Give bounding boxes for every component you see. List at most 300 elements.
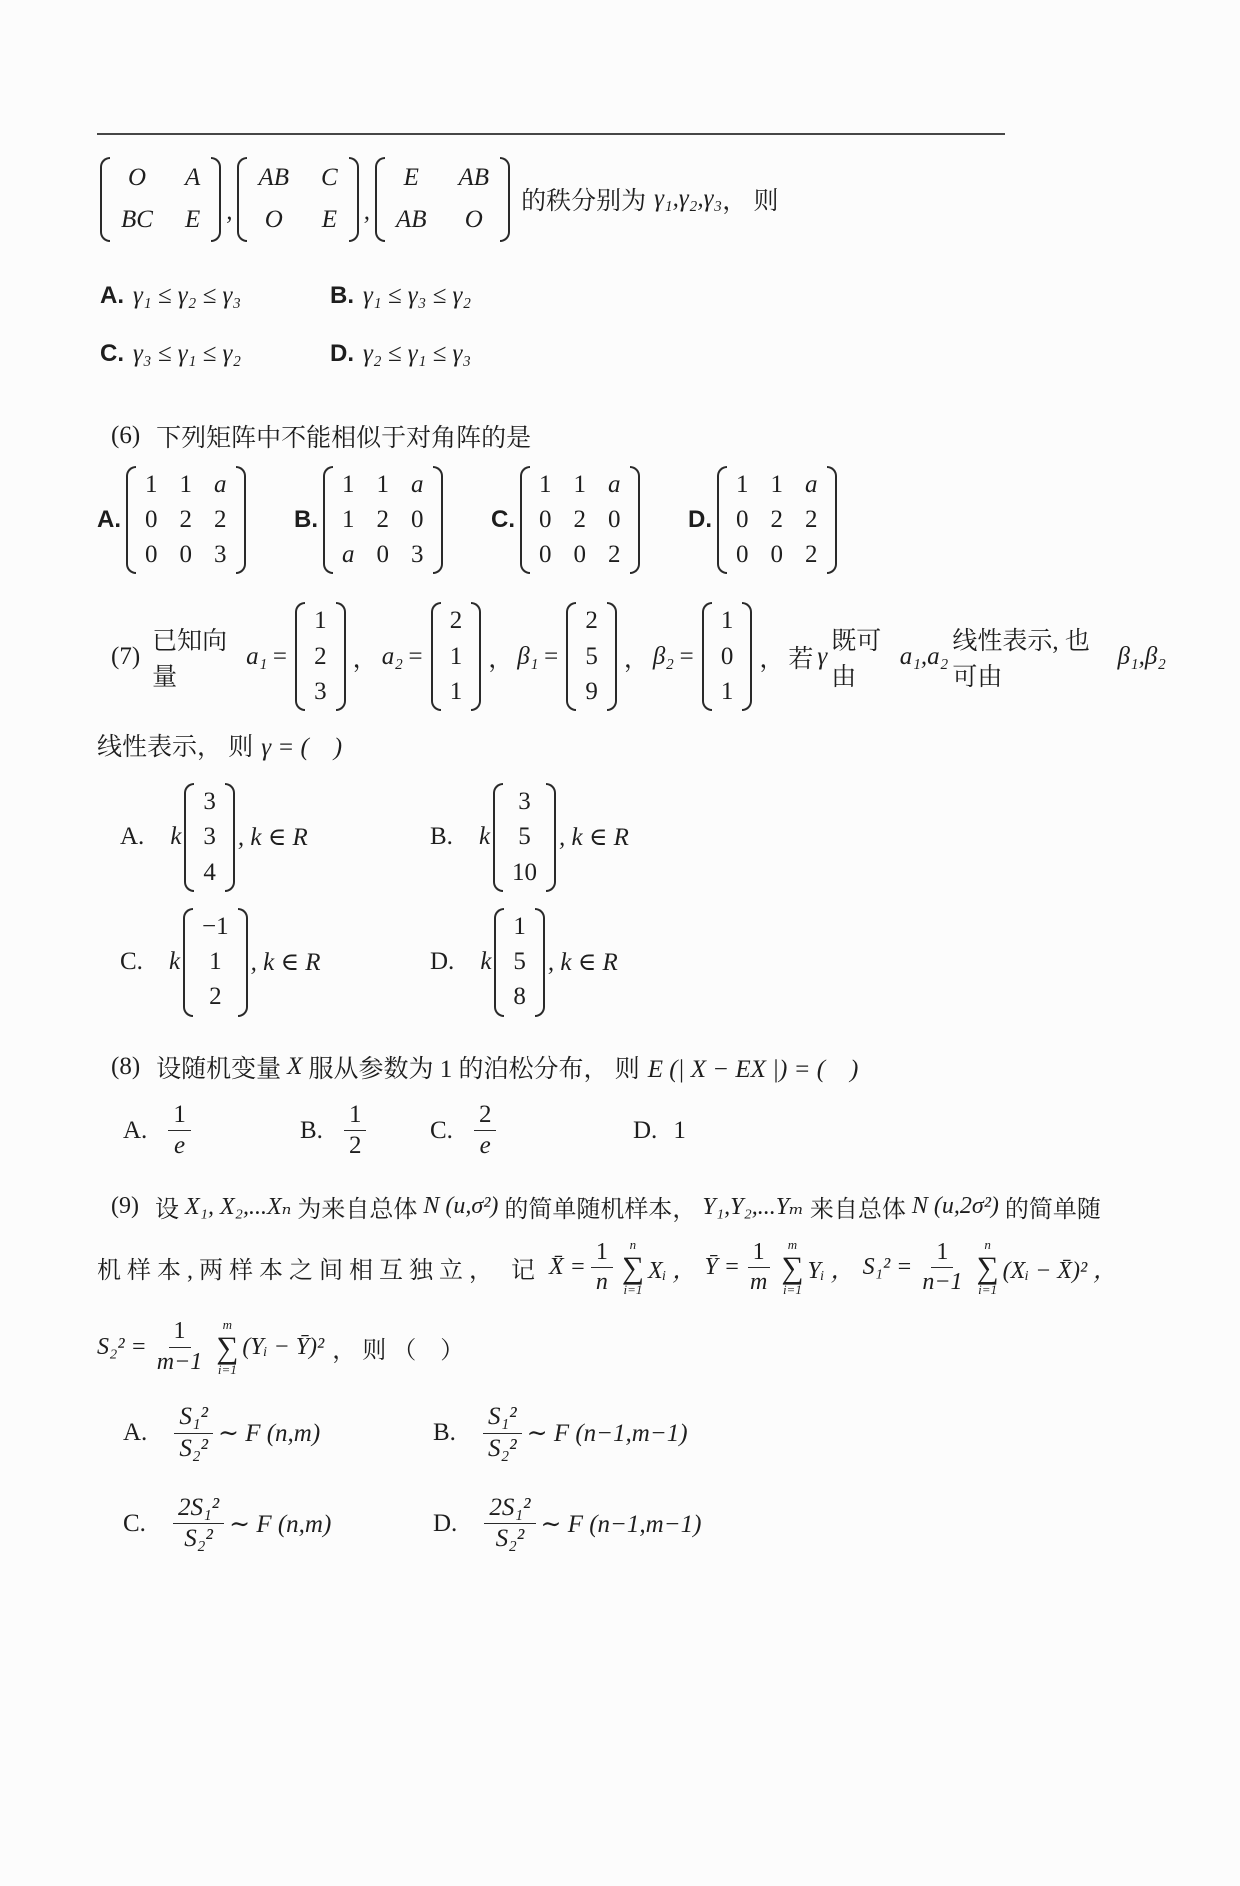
left-paren-icon [237,157,247,242]
comma: ， [352,645,378,673]
matrix-cell: 2 [585,607,598,635]
equals-sign: = [271,642,289,670]
matrix-cell: 2 [608,541,621,568]
comma: ， [759,645,785,673]
left-paren-icon [520,466,530,575]
q9-line2 [97,1238,1170,1298]
matrix-grid [340,466,426,575]
fraction [474,1101,497,1162]
matrix-cell: 1 [539,470,552,498]
left-paren-icon [431,602,441,711]
q6-option-d [688,466,885,575]
matrix-cell: 2 [573,505,586,533]
equals-sign: = [542,642,560,670]
matrix [520,466,640,575]
coefficient-k: k [168,948,181,976]
option-label: A. [100,281,124,309]
sum-upper-limit: m [222,1316,233,1332]
fraction [917,1239,967,1297]
matrix-cell: a [342,541,355,568]
matrix [323,466,443,575]
q7-line2-formula: γ = ( ) [261,734,343,761]
q9-text: 来自总体 [809,1197,906,1223]
q6-options [97,466,1170,575]
matrix-grid [201,783,218,892]
matrix-grid [143,466,229,575]
matrix-cell: 0 [539,505,552,533]
option-label: D. [433,1509,458,1537]
q7-line2 [97,727,1170,763]
option-formula: γ₂ ≤ γ₁ ≤ γ₃ [363,339,472,367]
beta-symbols: β₁,β₂ [1117,642,1166,670]
fraction [745,1239,772,1297]
q9-option-c [123,1494,433,1555]
matrix-cell: 0 [539,541,552,568]
matrix-cell: O [264,206,283,234]
column-vector [184,783,235,892]
q7-line2-text: 线性表示， 则 [97,734,254,761]
q7-option-b [430,783,629,892]
q8-option-c [430,1101,573,1162]
fraction-numerator: 1 [591,1239,613,1269]
option-label: D. [688,505,712,533]
q7-option-d [430,908,618,1017]
matrix-cell: O [464,206,483,234]
matrix-cell: 3 [203,823,216,851]
q9-line1 [111,1189,1170,1224]
fraction-numerator: S₁² [483,1403,522,1434]
s2-equation: S₂² = [97,1333,147,1360]
q7-tail-text: 若 [788,645,814,673]
y-sample-list: Y₁,Y₂,...Yₘ [702,1194,804,1220]
sum-term: (Yᵢ − Ȳ)² [242,1333,325,1360]
matrix-grid [312,602,329,711]
q9-text: 的简单随机样本， [504,1197,697,1223]
fraction-numerator: 1 [169,1318,191,1348]
gamma-symbol: γ [817,642,828,670]
right-paren-icon [607,602,617,711]
left-paren-icon [126,466,136,575]
fraction-denominator: 2 [348,1132,362,1160]
matrix-cell: 1 [342,470,355,498]
matrix-cell: 0 [720,642,734,670]
matrix-cell: 3 [314,677,327,705]
matrix-cell: E [403,164,419,191]
option-label: A. [97,505,121,533]
q9-text: 机样本,两样本之间相互独立， 记 [97,1258,541,1285]
matrix-grid [392,157,493,242]
matrix-cell: AB [258,164,290,191]
right-paren-icon [349,157,359,242]
matrix-grid [510,783,539,892]
distribution-relation: ∼ F (n−1,m−1) [540,1510,702,1538]
option-formula: γ₁ ≤ γ₂ ≤ γ₃ [133,281,242,309]
coefficient-k: k [480,948,492,976]
option-tail: , k ∈ R [250,949,321,977]
option-label: D. [330,339,354,367]
q6-option-b [294,466,491,575]
equals-sign: = [677,642,695,670]
matrix-grid [719,602,736,711]
block-matrix-1 [100,157,221,242]
option-label: D. [430,948,455,976]
q7-lead-text: 已知向量 [152,627,228,691]
right-paren-icon [336,602,346,711]
column-vector [493,783,556,892]
option-label: B. [430,823,453,851]
right-paren-icon [236,466,246,575]
left-paren-icon [295,602,305,711]
x-sample-list: X₁, X₂,...Xₙ [184,1194,292,1220]
sum-term: Xᵢ ， [647,1258,697,1285]
fraction [174,1403,213,1464]
ybar-equation: Ȳ = [704,1254,740,1281]
fraction-numerator: 2 [474,1101,497,1132]
matrix-cell: 2 [209,983,222,1011]
sigma-icon: ∑ [781,1250,804,1286]
sum-lower-limit: i=1 [217,1361,237,1377]
q8-stem-text: 服从参数为 1 的泊松分布， 则 [308,1055,640,1083]
q5-options-cd [100,340,1170,368]
matrix-grid [254,157,341,242]
comma: , [226,197,233,225]
option-formula: γ₃ ≤ γ₁ ≤ γ₂ [133,339,242,367]
s1-equation: S₁² = [862,1254,913,1281]
option-value: 1 [673,1116,686,1144]
vector-name: a₁ [246,642,268,670]
coefficient-k: k [478,823,491,851]
q9-number: (9) [111,1193,139,1219]
vector-name: a₂ [381,642,403,670]
equals-sign: = [406,642,424,670]
right-paren-icon [225,783,235,892]
matrix-cell: 1 [179,470,192,498]
fraction [344,1101,367,1162]
q7-options-cd [120,908,1170,1017]
right-paren-icon [433,466,443,575]
matrix-cell: −1 [202,912,229,940]
normal-dist-1: N (u,σ²) [423,1193,499,1219]
fraction-denominator: e [479,1132,491,1160]
matrix-cell: a [805,470,818,498]
fraction [591,1239,613,1297]
matrix-cell: 0 [376,541,389,568]
matrix-cell: 2 [805,505,818,533]
fraction [168,1101,191,1162]
q7-option-c [120,908,430,1017]
q9-option-d [433,1494,701,1555]
matrix-cell: 9 [585,677,598,705]
q8-options [123,1101,1170,1162]
q9-text: 设 [154,1197,179,1223]
matrix-cell: 3 [518,788,531,815]
q6-number: (6) [111,421,141,449]
fraction-denominator: n [595,1269,608,1296]
sum-lower-limit: i=1 [623,1282,643,1298]
right-paren-icon [630,466,640,575]
option-tail: , k ∈ R [559,824,629,852]
sum-term: Yᵢ ， [807,1258,855,1285]
matrix-cell: a [608,470,621,498]
fraction-numerator: 1 [344,1101,367,1132]
sum-term: (Xᵢ − X̄)² ， [1002,1258,1118,1285]
sigma-icon: ∑ [216,1329,239,1365]
matrix [126,466,246,575]
matrix-grid [734,466,820,575]
fraction-numerator: 1 [748,1239,770,1269]
option-label: C. [100,339,124,367]
fraction [484,1494,535,1555]
matrix-cell: E [321,206,338,234]
matrix-cell: 3 [214,541,227,568]
matrix-cell: 1 [720,677,734,705]
q6-option-c [491,466,688,575]
column-vector [183,908,248,1017]
matrix-cell: 0 [179,541,192,568]
fraction-denominator: S₂² [487,1434,517,1462]
matrix-grid [583,602,600,711]
matrix-cell: 1 [449,642,463,670]
q5-option-b [330,282,471,310]
option-label: C. [491,505,515,533]
divider-line [97,133,1005,135]
matrix-cell: 1 [573,470,586,498]
q7-option-a [120,783,430,892]
matrix-cell: 0 [573,541,586,568]
q8-option-a [123,1101,300,1162]
option-label: D. [633,1116,658,1144]
q5-option-c [100,340,330,368]
exam-page [0,133,1240,1886]
option-label: A. [123,1419,148,1447]
option-label: C. [123,1509,146,1537]
q9-text: 的简单随 [1004,1197,1101,1223]
left-paren-icon [375,157,385,242]
matrix-cell: 2 [314,642,327,670]
matrix-grid [537,466,623,575]
matrix-cell: 1 [145,470,158,498]
summation [622,1238,644,1298]
fraction [152,1318,208,1376]
matrix-cell: 3 [411,541,424,568]
matrix-cell: 2 [805,541,818,568]
left-paren-icon [494,908,504,1017]
fraction-numerator: 1 [931,1239,953,1269]
q9-option-a [123,1403,433,1464]
sum-upper-limit: m [787,1237,798,1252]
right-paren-icon [535,908,545,1017]
matrix-cell: 5 [513,948,526,975]
fraction-numerator: 2S₁² [173,1494,224,1525]
option-formula: γ₁ ≤ γ₃ ≤ γ₂ [363,281,472,309]
fraction [173,1494,224,1555]
vector-name: β₂ [652,642,674,670]
matrix-cell: 1 [209,948,222,975]
matrix-cell: 2 [214,505,227,533]
fraction-denominator: m−1 [156,1348,203,1375]
matrix-cell: 0 [736,541,749,568]
left-paren-icon [323,466,333,575]
q5-rank-text: 的秩分别为 [521,188,647,216]
left-paren-icon [717,466,727,575]
right-paren-icon [742,602,752,711]
left-paren-icon [184,783,194,892]
fraction-denominator: S₂² [179,1434,208,1462]
option-tail: , k ∈ R [547,949,618,977]
q9-options-cd [123,1494,1170,1555]
distribution-relation: ∼ F (n−1,m−1) [526,1420,688,1448]
q9-text: 为来自总体 [297,1197,418,1223]
block-matrix-3 [375,157,510,242]
matrix-cell: BC [121,206,153,234]
sum-lower-limit: i=1 [782,1282,802,1298]
matrix-cell: 8 [513,983,526,1011]
vector-name: β₁ [517,642,539,670]
sum-lower-limit: i=1 [978,1282,998,1298]
alpha-symbols: a₁,a₂ [899,642,949,670]
option-label: A. [123,1116,148,1144]
q6-option-a [97,466,294,575]
option-label: C. [120,948,143,976]
column-vector [494,908,545,1017]
right-paren-icon [500,157,510,242]
fraction-numerator: S₁² [174,1403,213,1434]
matrix-cell: a [411,470,424,498]
q6-title-row [111,418,1170,454]
matrix-cell: 2 [770,505,783,533]
left-paren-icon [100,157,110,242]
matrix-cell: 5 [585,642,598,670]
right-paren-icon [546,783,556,892]
matrix-cell: 5 [518,823,531,851]
fraction-denominator: S₂² [495,1525,525,1553]
matrix-grid [117,157,204,242]
q7-tail-text: 既可由 [831,627,882,691]
q8-number: (8) [111,1052,141,1080]
matrix-cell: 1 [376,470,389,498]
left-paren-icon [566,602,576,711]
matrix-cell: 1 [720,607,734,635]
fraction [483,1403,522,1464]
sigma-icon: ∑ [976,1250,999,1286]
q5-option-d [330,340,471,368]
matrix-cell: a [214,470,227,498]
matrix-cell: 2 [179,505,192,533]
fraction-denominator: m [749,1269,768,1296]
comma: , [363,197,370,225]
right-paren-icon [471,602,481,711]
left-paren-icon [183,908,193,1017]
option-label: B. [330,281,354,309]
option-tail: , k ∈ R [237,824,308,852]
left-paren-icon [493,783,503,892]
matrix-cell: 0 [770,541,783,568]
matrix-cell: C [321,164,338,191]
matrix-cell: 0 [736,505,749,533]
matrix-cell: 0 [145,505,158,533]
matrix-cell: 3 [203,788,216,815]
option-label: B. [433,1419,456,1447]
q9-then-text: ， 则 （ ） [332,1337,465,1364]
matrix [717,466,837,575]
matrix-cell: AB [458,164,490,191]
normal-dist-2: N (u,2σ²) [911,1193,999,1219]
sum-upper-limit: n [984,1237,991,1252]
block-matrix-2 [237,157,358,242]
fraction-denominator: n−1 [922,1269,963,1296]
left-paren-icon [702,602,712,711]
matrix-cell: 1 [449,677,463,705]
matrix-cell: 2 [376,505,389,533]
matrix-cell: 0 [411,505,424,533]
matrix-grid [200,908,231,1017]
q8-expectation-formula: E (| X − EX |) = ( ) [647,1055,859,1083]
matrix-grid [511,908,528,1017]
right-paren-icon [827,466,837,575]
q9-option-b [433,1403,688,1464]
column-vector [295,602,346,711]
q6-title: 下列矩阵中不能相似于对角阵的是 [156,424,532,452]
sigma-icon: ∑ [621,1250,644,1286]
right-paren-icon [211,157,221,242]
fraction-denominator: S₂² [184,1525,213,1553]
q5-option-a [100,282,330,310]
option-label: B. [300,1116,323,1144]
matrix-cell: E [184,206,201,234]
column-vector [566,602,617,711]
q7-tail-text: 线性表示, 也可由 [952,627,1090,691]
summation [977,1238,999,1298]
matrix-cell: 2 [449,607,463,635]
sum-upper-limit: n [629,1237,637,1252]
matrix-grid [448,602,465,711]
q7-number: (7) [111,642,141,670]
q9-options-ab [123,1403,1170,1464]
fraction-numerator: 2S₁² [484,1494,535,1525]
option-label: C. [430,1116,453,1144]
comma: ， [623,645,649,673]
option-label: B. [294,505,318,533]
matrix-cell: AB [395,206,427,234]
q8-option-d [633,1117,686,1145]
q8-stem [111,1049,1170,1085]
q7-options-ab [120,783,1170,892]
column-vector [702,602,753,711]
matrix-cell: A [184,164,201,191]
q9-line3 [97,1318,1170,1378]
matrix-cell: 1 [513,912,526,940]
matrix-cell: 4 [203,858,216,886]
matrix-cell: 1 [736,470,749,498]
matrix-cell: 1 [342,505,355,533]
right-paren-icon [238,908,248,1017]
matrix-cell: O [127,164,146,191]
q5-rank-symbols: γ₁,γ₂,γ₃ [654,185,723,213]
column-vector [431,602,482,711]
distribution-relation: ∼ F (n,m) [218,1420,321,1448]
option-label: A. [120,823,145,851]
summation [216,1318,238,1378]
distribution-relation: ∼ F (n,m) [229,1510,332,1538]
fraction-denominator: e [174,1132,186,1160]
q7-stem [111,602,1170,711]
q8-stem-text: 设随机变量 [156,1055,282,1083]
q5-options-ab [100,282,1170,310]
q5-then-text: ， 则 [722,188,779,216]
matrix-cell: 10 [512,858,538,886]
matrix-cell: 1 [314,607,327,635]
xbar-equation: X̄ = [549,1254,586,1281]
